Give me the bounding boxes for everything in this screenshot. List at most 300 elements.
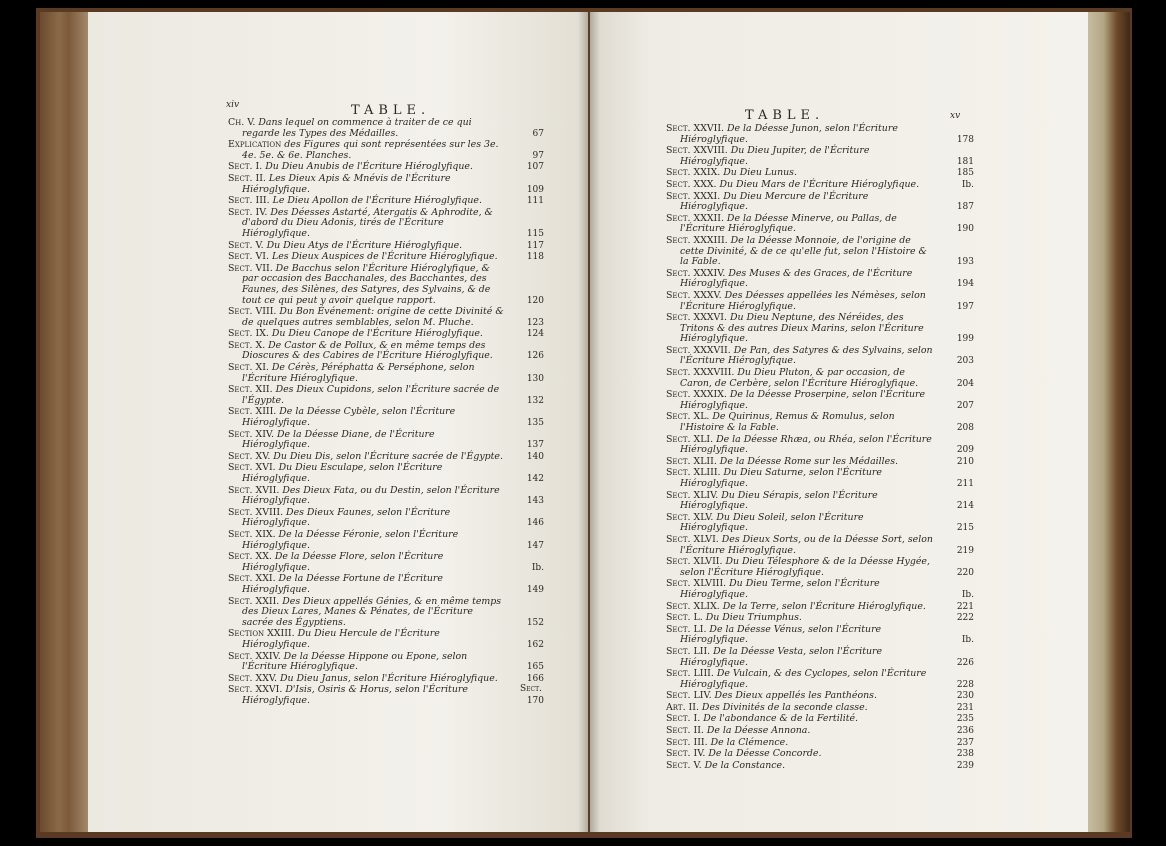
toc-entry-title: Des Déesses appellées les Némèses, selon l'Écriture Hiéroglyfique. <box>680 289 926 312</box>
toc-entry-label: Sect. XXXIX. <box>666 389 727 401</box>
toc-entry-text <box>228 118 544 139</box>
toc-entry-page: 230 <box>956 691 974 702</box>
toc-entry <box>666 714 974 725</box>
toc-entry-page: 132 <box>526 395 544 406</box>
toc-entry-page: 117 <box>526 240 544 251</box>
toc-entry-label: Sect. XLI. <box>666 433 714 445</box>
toc-entry-label: Sect. XXX. <box>666 178 717 190</box>
toc-entry-page: 231 <box>956 702 974 713</box>
toc-entry-text <box>666 457 974 468</box>
toc-entry <box>228 329 544 340</box>
toc-entry <box>666 214 974 235</box>
left-entry-list <box>228 118 544 707</box>
toc-entry-page: 235 <box>956 714 974 725</box>
toc-entry <box>666 236 974 268</box>
toc-entry-page: 239 <box>956 760 974 771</box>
toc-entry-page: 194 <box>956 279 974 290</box>
toc-entry-label: Sect. VII. <box>228 262 273 274</box>
toc-entry-text <box>228 508 544 529</box>
toc-entry-text <box>666 625 974 646</box>
toc-entry-page: 115 <box>526 228 544 239</box>
toc-entry-title: Du Dieu Terme, selon l'Écriture Hiéroglyfique. <box>680 578 880 600</box>
toc-entry-title: De la Déesse Concorde. <box>708 748 822 760</box>
toc-entry-title: Du Dieu Esculape, selon l'Écriture Hiéroglyfique. <box>242 462 443 484</box>
toc-entry-text <box>666 579 974 600</box>
toc-entry-label: Sect. XLV. <box>666 511 714 523</box>
toc-entry-title: De la Déesse Flore, selon l'Écriture Hiéroglyfique. <box>242 551 444 573</box>
toc-entry-title: Du Dieu Janus, selon l'Écriture Hiéroglyfique. <box>279 672 498 684</box>
toc-entry-text <box>666 726 974 737</box>
toc-entry-label: Sect. XXVII. <box>666 123 725 134</box>
toc-entry-title: Du Dieu Neptune, des Néréides, des Tritons & des autres Dieux Marins, selon l'Écriture Hiéroglyfique. <box>680 312 924 345</box>
toc-entry-page: 219 <box>956 545 974 556</box>
toc-entry <box>666 557 974 578</box>
toc-entry <box>666 647 974 668</box>
toc-entry-label: Sect. XXV. <box>228 672 277 684</box>
toc-entry-title: De l'abondance & de la Fertilité. <box>703 713 858 725</box>
toc-entry-text <box>666 691 974 702</box>
toc-entry-text <box>666 613 974 624</box>
toc-entry-text <box>228 674 544 685</box>
toc-entry-title: De Quirinus, Remus & Romulus, selon l'Histoire & la Fable. <box>680 411 895 434</box>
toc-entry-title: Dans lequel on commence à traiter de ce qui regarde les Types des Médailles. <box>242 117 472 139</box>
toc-entry-label: Sect. LIV. <box>666 690 712 702</box>
toc-entry-title: Du Dieu Sérapis, selon l'Écriture Hiéroglyfique. <box>680 489 878 512</box>
toc-entry-title: De Bacchus selon l'Écriture Hiéroglyfique, & par occasion des Bacchanales, des Bacchantes, des Faunes, des Silènes, des Satyres, des Sylvains, & de tout ce qui peut y avoir quelque rapport. <box>242 262 491 306</box>
toc-entry <box>228 430 544 451</box>
toc-entry-page: 123 <box>526 317 544 328</box>
toc-entry-page: 226 <box>956 657 974 668</box>
toc-entry-title: De Pan, des Satyres & des Sylvains, selon l'Écriture Hiéroglyfique. <box>680 344 933 367</box>
toc-entry-text <box>666 738 974 749</box>
toc-entry <box>666 412 974 433</box>
toc-entry-title: De la Déesse Rome sur les Médailles. <box>719 455 899 467</box>
toc-entry <box>228 118 544 139</box>
toc-entry <box>666 579 974 600</box>
toc-entry <box>666 269 974 290</box>
toc-entry-label: Sect. LII. <box>666 645 711 657</box>
toc-entry-text <box>228 252 544 263</box>
toc-entry <box>666 703 974 714</box>
toc-entry <box>228 685 544 706</box>
toc-entry-label: Sect. IV. <box>666 748 706 760</box>
toc-entry-page: 190 <box>956 224 974 235</box>
toc-entry-page: 146 <box>526 518 544 529</box>
toc-entry <box>666 192 974 213</box>
toc-entry-text <box>666 146 974 167</box>
toc-entry-label: Sect. XL. <box>666 411 710 423</box>
toc-entry-page: 178 <box>956 134 974 145</box>
toc-entry-text <box>666 192 974 213</box>
toc-entry-page: 111 <box>526 196 544 207</box>
toc-entry-page: 203 <box>956 356 974 367</box>
toc-entry <box>666 513 974 534</box>
toc-entry-page: 221 <box>956 601 974 612</box>
toc-entry-title: Du Dieu Jupiter, de l'Écriture Hiéroglyfique. <box>680 145 870 167</box>
toc-entry-text <box>666 647 974 668</box>
toc-entry-label: Sect. XLVII. <box>666 556 723 568</box>
toc-entry-page: 210 <box>956 456 974 467</box>
toc-entry-label: Explication <box>228 139 282 151</box>
toc-entry-label: Sect. XLII. <box>666 455 717 467</box>
toc-entry-title: D'Isis, Osiris & Horus, selon l'Écriture Hiéroglyfique. <box>242 684 468 706</box>
toc-entry-text <box>228 407 544 428</box>
toc-entry-title: De la Déesse Cybèle, selon l'Écriture Hiéroglyfique. <box>242 406 456 429</box>
toc-entry-page: 185 <box>956 168 974 179</box>
toc-entry-label: Sect. IX. <box>228 328 269 340</box>
toc-entry-label: Sect. XLIX. <box>666 600 720 612</box>
toc-entry <box>666 613 974 624</box>
toc-entry-page: 97 <box>532 150 544 161</box>
toc-entry-label: Sect. VI. <box>228 251 269 263</box>
toc-entry-label: Sect. XLVI. <box>666 533 719 545</box>
toc-entry-text <box>666 390 974 411</box>
toc-entry <box>228 241 544 252</box>
toc-entry-label: Sect. XXXVI. <box>666 312 727 324</box>
toc-entry-text <box>666 749 974 760</box>
toc-entry-label: Sect. XX. <box>228 551 272 563</box>
toc-entry-title: De Cérès, Péréphatta & Perséphone, selon l'Écriture Hiéroglyfique. <box>242 362 475 384</box>
left-folio: xiv <box>226 100 240 110</box>
right-page <box>590 12 1088 832</box>
toc-entry-label: Sect. XXXII. <box>666 212 724 224</box>
toc-entry-text <box>228 486 544 507</box>
toc-entry-title: Du Dieu Dis, selon l'Écriture sacrée de l'Égypte. <box>273 450 503 462</box>
toc-entry-page: 204 <box>956 378 974 389</box>
toc-entry-text <box>228 552 544 573</box>
toc-entry <box>228 652 544 673</box>
toc-entry-text <box>666 491 974 512</box>
toc-entry-text <box>666 468 974 489</box>
toc-entry-title: De la Déesse Rhæa, ou Rhéa, selon l'Écriture Hiéroglyfique. <box>680 433 932 456</box>
toc-entry-title: De la Déesse Vesta, selon l'Écriture Hiéroglyfique. <box>680 645 883 668</box>
toc-entry-page: 207 <box>956 400 974 411</box>
toc-entry-title: des Figures qui sont représentées sur les 3e. 4e. 5e. & 6e. Planches. <box>242 139 499 161</box>
toc-entry-title: Du Dieu Saturne, selon l'Écriture Hiéroglyfique. <box>680 467 882 489</box>
toc-entry-text <box>228 174 544 195</box>
toc-entry-page: 152 <box>526 617 544 628</box>
toc-entry <box>666 535 974 556</box>
toc-entry-page: 215 <box>956 523 974 534</box>
toc-entry-page: 197 <box>956 301 974 312</box>
toc-entry-text <box>666 761 974 772</box>
toc-entry-page: 211 <box>956 479 974 489</box>
book-gutter <box>578 12 600 832</box>
toc-entry <box>666 625 974 646</box>
toc-entry-label: Sect. XLVIII. <box>666 578 727 590</box>
toc-entry-text <box>666 346 974 367</box>
toc-entry-text <box>228 341 544 362</box>
toc-entry-text <box>228 629 544 650</box>
toc-entry-page: 124 <box>526 329 544 340</box>
toc-entry-label: Sect. X. <box>228 339 266 351</box>
toc-entry-page: 149 <box>526 584 544 595</box>
toc-entry <box>228 341 544 362</box>
toc-entry-text <box>666 602 974 613</box>
toc-entry <box>666 749 974 760</box>
toc-entry-page: 147 <box>526 540 544 551</box>
toc-entry-page: 181 <box>956 156 974 167</box>
toc-entry-label: Sect. XXVI. <box>228 684 283 696</box>
toc-entry <box>666 390 974 411</box>
toc-entry-text <box>666 703 974 714</box>
toc-entry <box>666 346 974 367</box>
toc-entry-label: Sect. LI. <box>666 623 707 635</box>
toc-entry-text <box>228 685 544 706</box>
toc-entry-label: Sect. II. <box>666 725 704 737</box>
toc-entry <box>228 452 544 463</box>
toc-entry-title: De Vulcain, & des Cyclopes, selon l'Écriture Hiéroglyfique. <box>680 668 927 690</box>
left-page <box>88 12 588 832</box>
toc-entry <box>228 486 544 507</box>
toc-entry-label: Section XXIII. <box>228 628 295 640</box>
marbled-edge <box>40 12 88 832</box>
toc-entry-title: Du Dieu Télesphore & de la Déesse Hygée, selon l'Écriture Hiéroglyfique. <box>680 556 930 578</box>
right-entry-list <box>666 124 974 772</box>
toc-entry-text <box>228 597 544 629</box>
toc-entry-title: De la Déesse Proserpine, selon l'Écriture Hiéroglyfique. <box>680 389 926 411</box>
toc-entry-title: Des Dieux Cupidons, selon l'Écriture sacrée de l'Égypte. <box>242 384 500 406</box>
toc-entry-text <box>228 307 544 328</box>
toc-entry-title: Du Dieu Canope de l'Écriture Hiéroglyfique. <box>271 328 483 340</box>
toc-entry-page: 109 <box>526 184 544 195</box>
toc-entry-title: Le Dieu Apollon de l'Écriture Hiéroglyfique. <box>272 195 482 207</box>
toc-entry-text <box>666 180 974 191</box>
toc-entry-page: 220 <box>956 567 974 578</box>
toc-entry-title: Des Dieux appellés Génies, & en même temps des Dieux Lares, Manes & Pénates, de l'Écriture sacrée des Égyptiens. <box>242 595 502 628</box>
toc-entry-label: Sect. XXIX. <box>666 167 721 179</box>
toc-entry-label: Sect. XXXV. <box>666 289 722 301</box>
toc-entry-page: 143 <box>526 496 544 507</box>
toc-entry-label: Sect. XIX. <box>228 528 276 540</box>
toc-entry-page: 107 <box>526 162 544 173</box>
toc-entry-page: 120 <box>526 295 544 306</box>
toc-entry-text <box>228 162 544 173</box>
toc-entry-title: Des Dieux Sorts, ou de la Déesse Sort, selon l'Écriture Hiéroglyfique. <box>680 533 933 556</box>
toc-entry-label: Sect. L. <box>666 612 703 624</box>
toc-entry-title: Du Dieu Atys de l'Écriture Hiéroglyfique. <box>266 239 463 251</box>
toc-entry-title: Du Dieu Lunus. <box>723 167 797 179</box>
toc-entry-title: De la Déesse Annona. <box>706 725 811 737</box>
toc-entry <box>228 552 544 573</box>
toc-entry-label: Sect. XI. <box>228 362 269 374</box>
toc-entry <box>666 168 974 179</box>
toc-entry-label: Sect. XXVIII. <box>666 145 728 157</box>
toc-entry <box>228 307 544 328</box>
toc-entry-title: Du Dieu Hercule de l'Écriture Hiéroglyfique. <box>242 628 440 650</box>
toc-entry <box>228 264 544 306</box>
toc-entry-title: Du Dieu Mars de l'Écriture Hiéroglyfique. <box>719 178 920 190</box>
toc-entry-page: 187 <box>956 202 974 213</box>
toc-entry-text <box>228 196 544 207</box>
toc-entry-page: 135 <box>526 418 544 429</box>
toc-entry <box>228 162 544 173</box>
toc-entry-page: Ib. <box>961 635 974 646</box>
toc-entry-text <box>228 140 544 161</box>
toc-entry <box>666 691 974 702</box>
toc-entry-label: Sect. III. <box>228 195 270 207</box>
toc-entry-title: De la Déesse Diane, de l'Écriture Hiéroglyfique. <box>242 428 435 451</box>
toc-entry-title: De la Déesse Vénus, selon l'Écriture Hiéroglyfique. <box>680 623 882 646</box>
toc-entry-title: De la Clémence. <box>710 736 789 748</box>
toc-entry <box>666 761 974 772</box>
toc-entry-page: Ib. <box>961 589 974 600</box>
toc-entry-page: 137 <box>526 440 544 451</box>
toc-entry-title: De la Déesse Féronie, selon l'Écriture Hiéroglyfique. <box>242 528 459 551</box>
toc-entry <box>228 629 544 650</box>
toc-entry-title: Du Dieu Soleil, selon l'Écriture Hiéroglyfique. <box>680 511 864 534</box>
toc-entry-page: 222 <box>956 613 974 624</box>
toc-entry <box>228 597 544 629</box>
toc-entry-label: Sect. XXII. <box>228 595 280 607</box>
toc-entry-title: Les Dieux Apis & Mnévis de l'Écriture Hiéroglyfique. <box>242 172 451 195</box>
toc-entry-label: Sect. I. <box>666 713 701 725</box>
toc-entry-text <box>666 291 974 312</box>
toc-entry-text <box>666 236 974 268</box>
toc-entry-text <box>228 463 544 484</box>
toc-entry-page: 199 <box>956 334 974 345</box>
toc-entry-page: 209 <box>956 445 974 456</box>
toc-entry-label: Sect. III. <box>666 736 708 748</box>
toc-entry-label: Sect. VIII. <box>228 306 277 318</box>
toc-entry-text <box>228 264 544 306</box>
toc-entry-page: 238 <box>956 749 974 760</box>
toc-entry-text <box>666 669 974 690</box>
toc-entry-label: Sect. V. <box>666 759 702 771</box>
toc-entry <box>666 457 974 468</box>
toc-entry <box>228 196 544 207</box>
toc-entry-page: 236 <box>956 726 974 737</box>
toc-entry <box>228 363 544 384</box>
toc-entry-text <box>666 368 974 389</box>
toc-entry-text <box>666 269 974 290</box>
toc-entry-page: Ib. <box>961 179 974 190</box>
toc-entry-page: 214 <box>956 501 974 512</box>
toc-entry-label: Sect. XXIV. <box>228 650 281 662</box>
toc-entry <box>666 726 974 737</box>
toc-entry-text <box>666 313 974 345</box>
toc-entry <box>228 385 544 406</box>
toc-entry-title: De la Terre, selon l'Écriture Hiéroglyfique. <box>722 600 926 612</box>
toc-entry <box>228 252 544 263</box>
toc-entry-label: Sect. II. <box>228 172 266 184</box>
right-header: TABLE. <box>745 108 825 123</box>
toc-entry-text <box>666 412 974 433</box>
toc-entry-title: Les Dieux Auspices de l'Écriture Hiéroglyfique. <box>271 251 498 263</box>
toc-entry-title: De Castor & de Pollux, & en même temps des Dioscures & des Cabires de l'Écriture Hiéroglyfique. <box>242 339 493 362</box>
toc-entry-title: Du Dieu Pluton, & par occasion, de Caron, de Cerbère, selon l'Écriture Hiéroglyfique. <box>680 367 919 389</box>
toc-entry-page: 142 <box>526 474 544 484</box>
toc-entry-text <box>666 557 974 578</box>
toc-entry-text <box>228 363 544 384</box>
toc-entry-label: Sect. I. <box>228 161 263 173</box>
toc-entry <box>228 407 544 428</box>
toc-entry-title: Du Dieu Triumphus. <box>705 612 802 624</box>
toc-entry-page: Ib. <box>531 562 544 573</box>
toc-entry-text <box>228 452 544 463</box>
toc-entry-page: 208 <box>956 423 974 434</box>
toc-entry <box>666 669 974 690</box>
toc-entry <box>666 602 974 613</box>
toc-entry-title: Des Dieux Fata, ou du Destin, selon l'Écriture Hiéroglyfique. <box>242 484 500 507</box>
toc-entry <box>666 124 974 145</box>
toc-entry <box>666 146 974 167</box>
toc-entry-title: Des Dieux appellés les Panthéons. <box>714 690 877 702</box>
toc-entry-title: De la Déesse Monnoie, de l'origine de cette Divinité, & de ce qu'elle fut, selon l'Histoire & la Fable. <box>680 234 927 268</box>
page-edges <box>1086 12 1130 832</box>
toc-entry-title: De la Déesse Fortune de l'Écriture Hiéroglyfique. <box>242 573 443 595</box>
toc-entry-text <box>228 385 544 406</box>
toc-entry-title: De la Déesse Hippone ou Epone, selon l'Écriture Hiéroglyfique. <box>242 650 468 673</box>
toc-entry <box>228 208 544 240</box>
toc-entry-title: Du Dieu Mercure de l'Écriture Hiéroglyfique. <box>680 190 869 213</box>
toc-entry-page: 162 <box>526 639 544 650</box>
toc-entry-text <box>228 208 544 240</box>
toc-entry <box>666 291 974 312</box>
toc-entry-text <box>666 124 974 145</box>
toc-entry-title: Du Bon Événement: origine de cette Divinité & de quelques autres semblables, selon M. Pluche. <box>242 306 504 328</box>
toc-entry-page: 118 <box>526 252 544 263</box>
toc-entry-title: Des Dieux Faunes, selon l'Écriture Hiéroglyfique. <box>242 506 451 529</box>
toc-entry-title: Des Muses & des Graces, de l'Écriture Hiéroglyfique. <box>680 267 913 290</box>
toc-entry-text <box>228 574 544 595</box>
toc-entry <box>228 174 544 195</box>
toc-entry <box>666 313 974 345</box>
toc-entry-label: Sect. XIII. <box>228 406 277 418</box>
toc-entry <box>228 463 544 484</box>
toc-entry-page: 126 <box>526 351 544 362</box>
toc-entry-label: Sect. XXXVIII. <box>666 367 735 379</box>
toc-entry-title: De la Déesse Minerve, ou Pallas, de l'Écriture Hiéroglyfique. <box>680 212 897 235</box>
left-catchword: Sect. <box>520 684 542 694</box>
toc-entry-label: Sect. XIV. <box>228 428 275 440</box>
left-header: TABLE. <box>351 103 431 118</box>
toc-entry <box>228 140 544 161</box>
toc-entry-label: Sect. XXXIV. <box>666 267 726 279</box>
toc-entry-page: 140 <box>526 451 544 462</box>
toc-entry-text <box>666 535 974 556</box>
toc-entry-title: Des Divinités de la seconde classe. <box>701 701 868 713</box>
toc-entry <box>666 468 974 489</box>
toc-entry-text <box>228 241 544 252</box>
toc-entry-label: Sect. XXXVII. <box>666 344 731 356</box>
toc-entry-label: Sect. XII. <box>228 384 273 396</box>
toc-entry-page: 193 <box>956 257 974 268</box>
toc-entry-page: 130 <box>526 373 544 384</box>
toc-entry-label: Ch. V. <box>228 117 256 128</box>
toc-entry <box>228 574 544 595</box>
toc-entry-page: 165 <box>526 662 544 673</box>
toc-entry <box>228 530 544 551</box>
toc-entry-label: Art. II. <box>666 701 699 713</box>
toc-entry-label: Sect. XXXIII. <box>666 234 728 246</box>
toc-entry-text <box>666 513 974 534</box>
toc-entry <box>666 180 974 191</box>
toc-entry-label: Sect. XV. <box>228 450 271 462</box>
toc-entry <box>666 368 974 389</box>
toc-entry-text <box>228 530 544 551</box>
toc-entry-page: 170 <box>526 695 544 706</box>
toc-entry-text <box>228 430 544 451</box>
toc-entry-label: Sect. XXI. <box>228 573 276 585</box>
toc-entry-title: Des Déesses Astarté, Atergatis & Aphrodite, & d'abord du Dieu Adonis, tirés de l'Écriture Hiéroglyfique. <box>242 206 493 239</box>
toc-entry-text <box>228 652 544 673</box>
toc-entry-label: Sect. XLIII. <box>666 467 721 479</box>
toc-entry-page: 228 <box>956 679 974 690</box>
toc-entry <box>228 674 544 685</box>
toc-entry <box>666 435 974 456</box>
toc-entry-label: Sect. LIII. <box>666 668 714 680</box>
